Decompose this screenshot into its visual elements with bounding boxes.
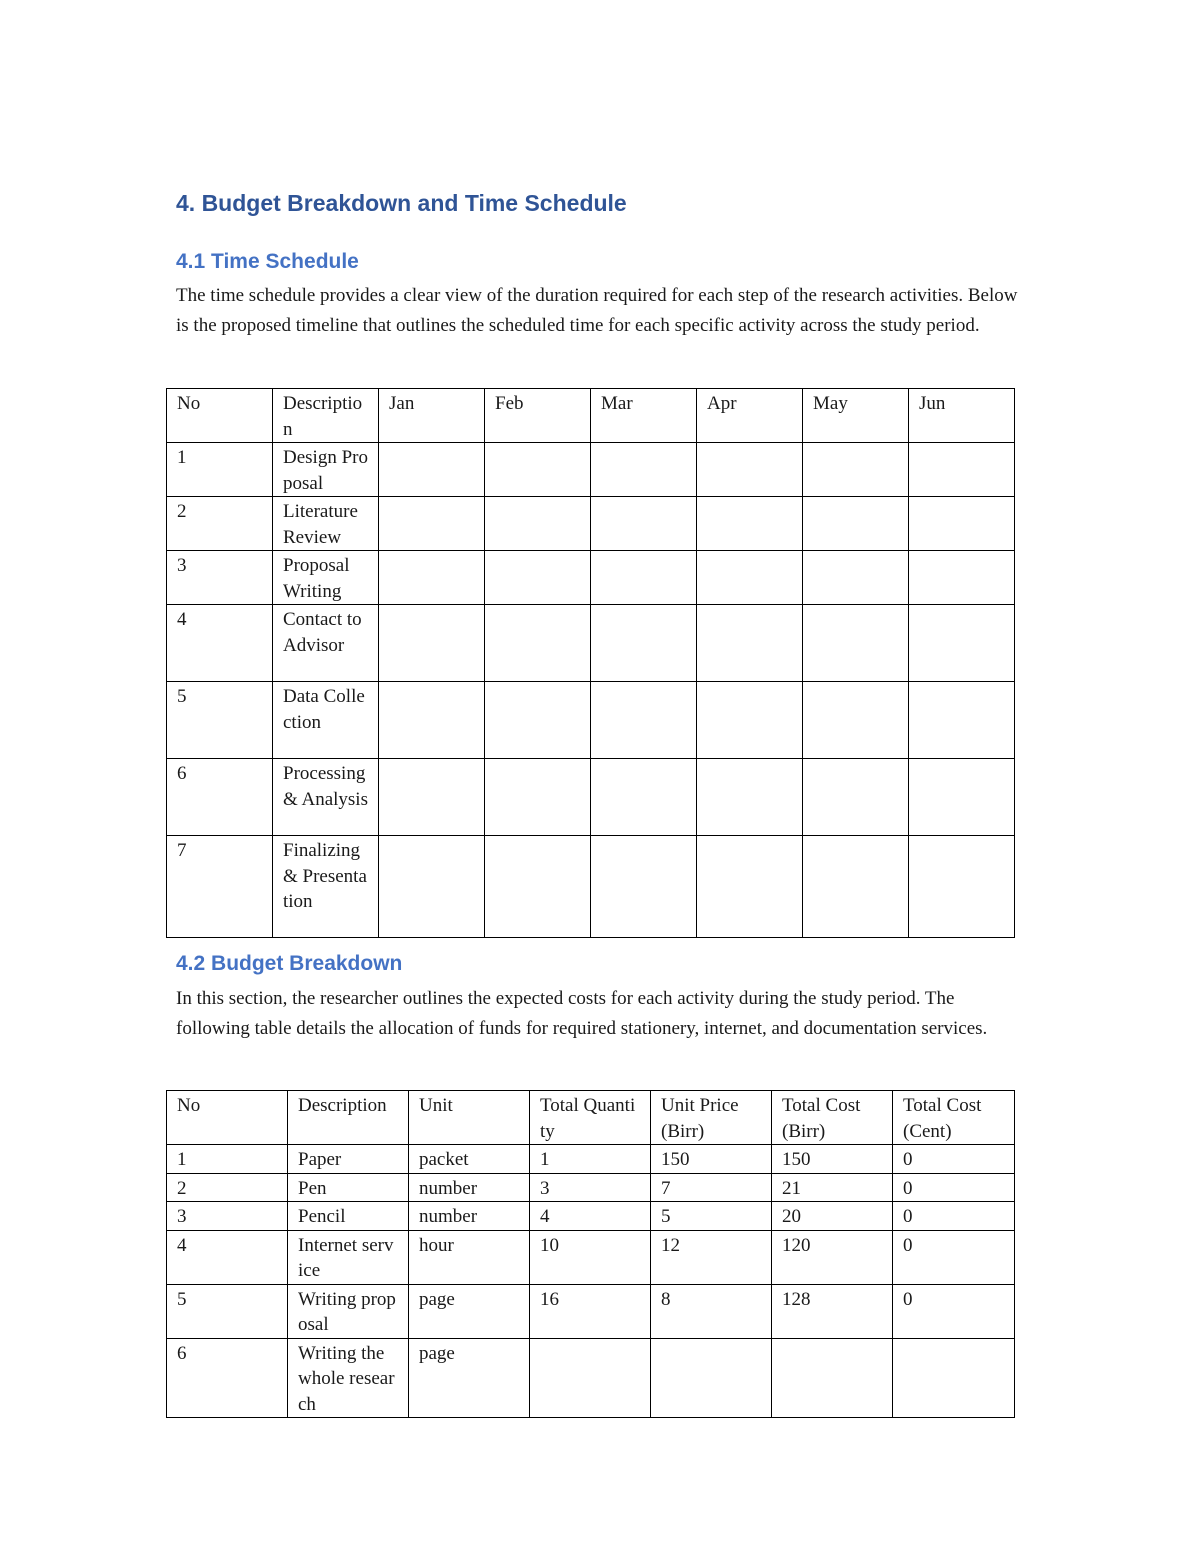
table-cell: Literature Review <box>273 497 379 551</box>
table-cell: Finalizing & Presentation <box>273 836 379 938</box>
table-cell: 0 <box>893 1284 1015 1338</box>
table-cell <box>909 759 1015 836</box>
table-cell <box>379 551 485 605</box>
table-row <box>167 1338 1015 1418</box>
table-cell: 6 <box>167 1338 288 1418</box>
table-cell: 5 <box>167 1284 288 1338</box>
table-cell: 128 <box>772 1284 893 1338</box>
header-cell: May <box>803 389 909 443</box>
table-cell <box>485 497 591 551</box>
table-cell: Writing the whole research <box>288 1338 409 1418</box>
table-cell: 5 <box>167 682 273 759</box>
table-row <box>167 1145 1015 1174</box>
table-cell: 10 <box>530 1230 651 1284</box>
table-cell <box>909 551 1015 605</box>
table-cell <box>772 1338 893 1418</box>
table-cell: page <box>409 1284 530 1338</box>
table-cell <box>591 682 697 759</box>
table-cell <box>909 605 1015 682</box>
table-cell <box>591 759 697 836</box>
table-cell: 4 <box>167 1230 288 1284</box>
table-row <box>167 605 1015 682</box>
table-cell: 3 <box>530 1173 651 1202</box>
table-cell: 7 <box>651 1173 772 1202</box>
table-cell: Internet service <box>288 1230 409 1284</box>
table-row <box>167 836 1015 938</box>
table-cell <box>697 551 803 605</box>
table-cell: 3 <box>167 1202 288 1231</box>
table-cell <box>803 759 909 836</box>
time-schedule-heading: 4.1 Time Schedule <box>176 250 359 273</box>
table-cell <box>697 497 803 551</box>
table-cell <box>379 497 485 551</box>
table-cell: 16 <box>530 1284 651 1338</box>
table-cell <box>909 443 1015 497</box>
table-cell: 0 <box>893 1173 1015 1202</box>
table-row <box>167 497 1015 551</box>
table-cell: 21 <box>772 1173 893 1202</box>
header-cell: Total Quantity <box>530 1091 651 1145</box>
header-cell: Apr <box>697 389 803 443</box>
table-cell: 8 <box>651 1284 772 1338</box>
table-cell <box>485 551 591 605</box>
table-cell <box>379 443 485 497</box>
table-cell <box>591 551 697 605</box>
table-cell <box>591 497 697 551</box>
table-cell: 0 <box>893 1145 1015 1174</box>
table-cell <box>485 836 591 938</box>
budget-paragraph: In this section, the researcher outlines the expected costs for each activity during the study period. The following table details the allocation of funds for required stationery, internet, and documentation services. <box>176 988 988 1039</box>
table-cell <box>485 605 591 682</box>
table-cell: 3 <box>167 551 273 605</box>
table-cell: Pencil <box>288 1202 409 1231</box>
table-row <box>167 443 1015 497</box>
section-heading: 4. Budget Breakdown and Time Schedule <box>176 190 627 216</box>
table-cell: 1 <box>167 443 273 497</box>
header-cell: Mar <box>591 389 697 443</box>
table-cell: 4 <box>167 605 273 682</box>
table-cell: Proposal Writing <box>273 551 379 605</box>
table-cell: page <box>409 1338 530 1418</box>
table-cell: 120 <box>772 1230 893 1284</box>
table-cell <box>803 605 909 682</box>
table-cell: Design Proposal <box>273 443 379 497</box>
table-header-row <box>167 1091 1015 1145</box>
table-cell: 150 <box>772 1145 893 1174</box>
header-cell: Total Cost (Cent) <box>893 1091 1015 1145</box>
table-cell: 7 <box>167 836 273 938</box>
table-cell <box>379 759 485 836</box>
table-cell <box>909 497 1015 551</box>
table-row <box>167 682 1015 759</box>
table-cell <box>485 759 591 836</box>
table-cell: 1 <box>167 1145 288 1174</box>
table-cell: Writing proposal <box>288 1284 409 1338</box>
table-cell <box>651 1338 772 1418</box>
table-cell <box>697 605 803 682</box>
table-cell <box>379 836 485 938</box>
table-cell <box>697 443 803 497</box>
table-cell <box>803 836 909 938</box>
table-cell: 0 <box>893 1202 1015 1231</box>
table-cell <box>591 605 697 682</box>
table-cell: Pen <box>288 1173 409 1202</box>
table-cell: 150 <box>651 1145 772 1174</box>
table-cell <box>485 682 591 759</box>
table-row <box>167 759 1015 836</box>
table-cell: number <box>409 1173 530 1202</box>
header-cell: Description <box>288 1091 409 1145</box>
budget-heading: 4.2 Budget Breakdown <box>176 952 403 975</box>
header-cell: Total Cost (Birr) <box>772 1091 893 1145</box>
table-row <box>167 1284 1015 1338</box>
table-cell <box>485 443 591 497</box>
table-cell: hour <box>409 1230 530 1284</box>
table-row <box>167 1202 1015 1231</box>
table-cell: Processing & Analysis <box>273 759 379 836</box>
budget-table <box>166 1090 1015 1418</box>
table-cell <box>909 682 1015 759</box>
table-row <box>167 1173 1015 1202</box>
table-cell: 2 <box>167 1173 288 1202</box>
table-cell <box>697 682 803 759</box>
table-row <box>167 1230 1015 1284</box>
table-cell <box>803 443 909 497</box>
table-cell <box>379 605 485 682</box>
table-cell: 5 <box>651 1202 772 1231</box>
table-cell: 20 <box>772 1202 893 1231</box>
header-cell: Jan <box>379 389 485 443</box>
header-cell: Feb <box>485 389 591 443</box>
time-schedule-paragraph: The time schedule provides a clear view of the duration required for each step of the research activities. Below is the proposed timeline that outlines the scheduled time for each specific activity across the study period. <box>176 285 1018 336</box>
table-cell: Contact to Advisor <box>273 605 379 682</box>
table-cell: 2 <box>167 497 273 551</box>
table-cell: Paper <box>288 1145 409 1174</box>
table-cell: packet <box>409 1145 530 1174</box>
header-cell: No <box>167 1091 288 1145</box>
table-cell <box>591 836 697 938</box>
table-header-row <box>167 389 1015 443</box>
table-cell: Data Collection <box>273 682 379 759</box>
header-cell: Jun <box>909 389 1015 443</box>
table-cell <box>803 551 909 605</box>
table-cell <box>909 836 1015 938</box>
table-cell: number <box>409 1202 530 1231</box>
table-cell: 4 <box>530 1202 651 1231</box>
header-cell: Unit Price (Birr) <box>651 1091 772 1145</box>
header-cell: No <box>167 389 273 443</box>
table-cell <box>803 682 909 759</box>
table-cell: 6 <box>167 759 273 836</box>
table-cell: 0 <box>893 1230 1015 1284</box>
table-cell <box>803 497 909 551</box>
table-cell <box>893 1338 1015 1418</box>
header-cell: Unit <box>409 1091 530 1145</box>
table-row <box>167 551 1015 605</box>
table-cell <box>697 836 803 938</box>
table-cell: 12 <box>651 1230 772 1284</box>
header-cell: Description <box>273 389 379 443</box>
table-cell <box>530 1338 651 1418</box>
table-cell <box>379 682 485 759</box>
time-schedule-table <box>166 388 1015 938</box>
table-cell <box>697 759 803 836</box>
table-cell: 1 <box>530 1145 651 1174</box>
table-cell <box>591 443 697 497</box>
